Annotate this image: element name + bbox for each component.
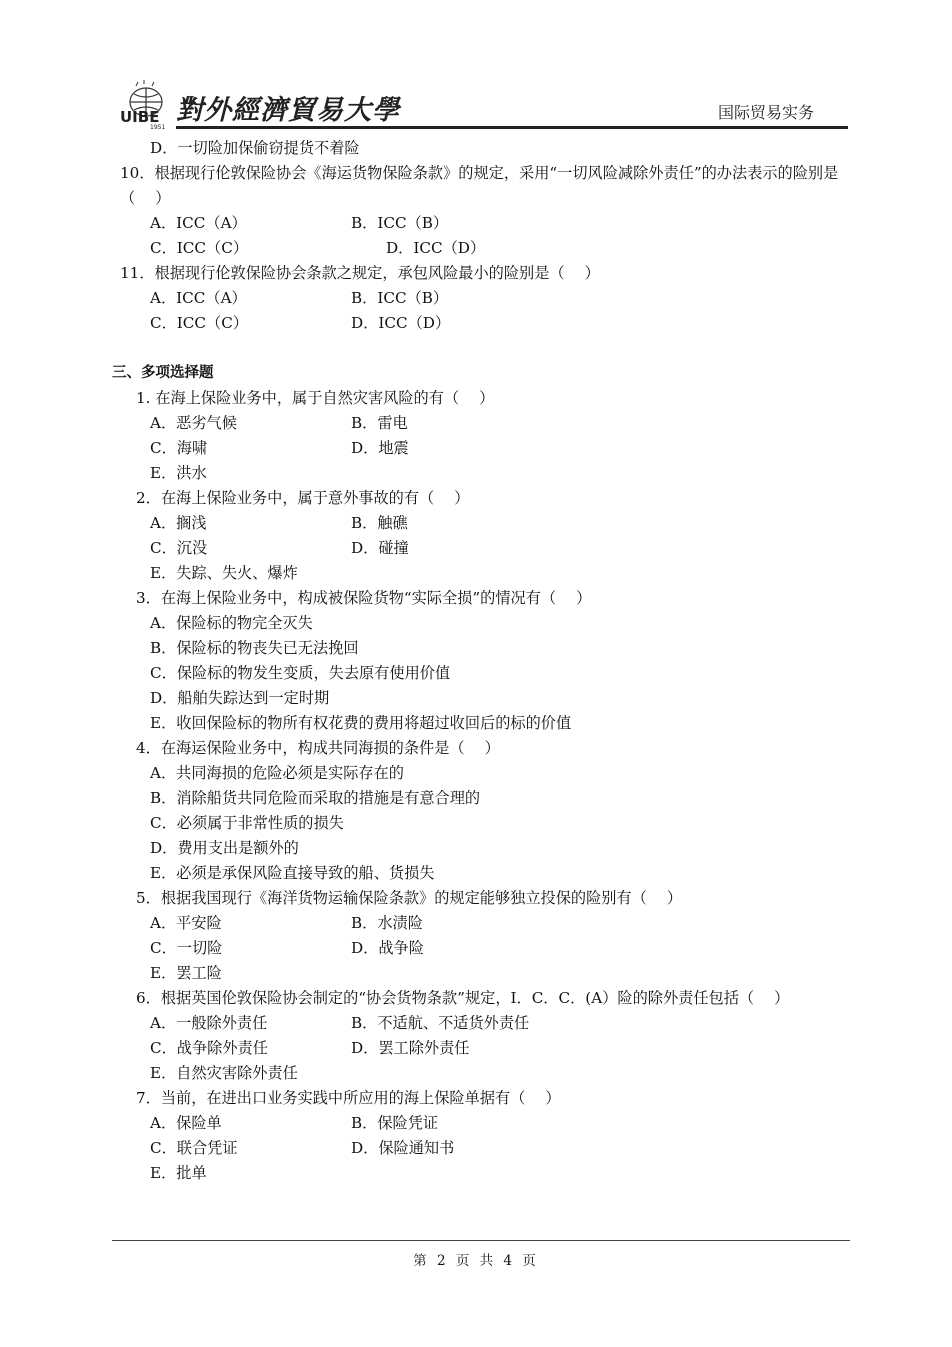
option-d: D．保险通知书 [351, 1139, 455, 1157]
question-5: 5．根据我国现行《海洋货物运输保险条款》的规定能够独立投保的险别有（ ） [136, 889, 683, 907]
option-e: E．自然灾害除外责任 [150, 1064, 298, 1082]
option-b: B．雷电 [351, 414, 408, 432]
option-a: A．保险标的物完全灭失 [150, 614, 313, 632]
option-row [112, 1111, 852, 1136]
option-row [112, 236, 852, 261]
option-a: A．一般除外责任 [150, 1014, 268, 1032]
option-row [112, 936, 852, 961]
option-a: A．共同海损的危险必须是实际存在的 [150, 764, 404, 782]
course-title: 国际贸易实务 [717, 103, 814, 122]
option-b: B．保险凭证 [351, 1114, 439, 1132]
option-c: C．海啸 [150, 439, 208, 457]
option-row [112, 911, 852, 936]
option-e: E．批单 [150, 1164, 207, 1182]
option-row [112, 1036, 852, 1061]
university-name: 對外經濟貿易大學 [176, 95, 400, 126]
option-row [112, 511, 852, 536]
option-c: C．必须属于非常性质的损失 [150, 814, 344, 832]
question-4: 4．在海运保险业务中，构成共同海损的条件是（ ） [136, 739, 500, 757]
option-d: D．船舶失踪达到一定时期 [150, 689, 330, 707]
option-row [112, 311, 852, 336]
question-3: 3．在海上保险业务中，构成被保险货物“实际全损”的情况有（ ） [136, 589, 592, 607]
page-header [112, 74, 848, 132]
option-row [112, 536, 852, 561]
option-d: D．ICC（D） [351, 314, 451, 332]
option-e: E．失踪、失火、爆炸 [150, 564, 298, 582]
option-d: D．战争险 [351, 939, 424, 957]
option-row [112, 436, 852, 461]
question-content [112, 136, 852, 1186]
option-a: A．平安险 [150, 914, 222, 932]
option-e: E．必须是承保风险直接导致的船、货损失 [150, 864, 435, 882]
option-b: B．水渍险 [351, 914, 423, 932]
footer-divider [112, 1240, 850, 1241]
question-6: 6．根据英国伦敦保险协会制定的“协会货物条款”规定，I．C．C．(A）险的除外责任包括（ ） [136, 989, 790, 1007]
option-row [112, 1136, 852, 1161]
option-c: C．保险标的物发生变质，失去原有使用价值 [150, 664, 451, 682]
option-a: A．搁浅 [150, 514, 207, 532]
option-c: C．ICC（C） [150, 314, 249, 332]
svg-text:1951: 1951 [150, 124, 166, 130]
option-d: D．碰撞 [351, 539, 409, 557]
option-d: D．费用支出是额外的 [150, 839, 299, 857]
question-10: 10．根据现行伦敦保险协会《海运货物保险条款》的规定，采用“一切风险减除外责任”的办法表示的险别是（ ） [120, 164, 839, 207]
option-d: D．罢工除外责任 [351, 1039, 470, 1057]
question-2: 2．在海上保险业务中，属于意外事故的有（ ） [136, 489, 470, 507]
university-logo-icon [116, 80, 172, 130]
option-c: C．战争除外责任 [150, 1039, 268, 1057]
option-c: C．一切险 [150, 939, 223, 957]
option-e: E．洪水 [150, 464, 207, 482]
option-row [112, 211, 852, 236]
option-d: D．地震 [351, 439, 409, 457]
question-7: 7．当前，在进出口业务实践中所应用的海上保险单据有（ ） [136, 1089, 561, 1107]
option-c: C．联合凭证 [150, 1139, 238, 1157]
question-11: 11．根据现行伦敦保险协会条款之规定，承包风险最小的险别是（ ） [120, 264, 600, 282]
section-heading: 三、多项选择题 [112, 365, 214, 381]
option-b: B．不适航、不适货外责任 [351, 1014, 530, 1032]
option-d: D．ICC（D） [386, 239, 486, 257]
option-row [112, 1011, 852, 1036]
question-1: 1. 在海上保险业务中，属于自然灾害风险的有（ ） [136, 389, 495, 407]
svg-text:UIBE: UIBE [120, 108, 160, 126]
option-row [112, 411, 852, 436]
option-e: E．罢工险 [150, 964, 222, 982]
option-e: E．收回保险标的物所有权花费的费用将超过收回后的标的价值 [150, 714, 572, 732]
option-a: A．ICC（A） [150, 289, 247, 307]
option-b: B．保险标的物丧失已无法挽回 [150, 639, 359, 657]
option-b: B．ICC（B） [351, 214, 449, 232]
option-a: A．保险单 [150, 1114, 222, 1132]
option-c: C．沉没 [150, 539, 208, 557]
option-c: C．ICC（C） [150, 239, 249, 257]
header-divider [176, 126, 848, 129]
option-b: B．触礁 [351, 514, 408, 532]
option-a: A．恶劣气候 [150, 414, 237, 432]
option-row [112, 286, 852, 311]
option-b: B．ICC（B） [351, 289, 449, 307]
option-a: A．ICC（A） [150, 214, 247, 232]
spacer [112, 336, 852, 361]
page-number: 第 2 页 共 4 页 [413, 1253, 539, 1269]
option-line: D．一切险加保偷窃提货不着险 [150, 139, 360, 157]
option-b: B．消除船货共同危险而采取的措施是有意合理的 [150, 789, 481, 807]
